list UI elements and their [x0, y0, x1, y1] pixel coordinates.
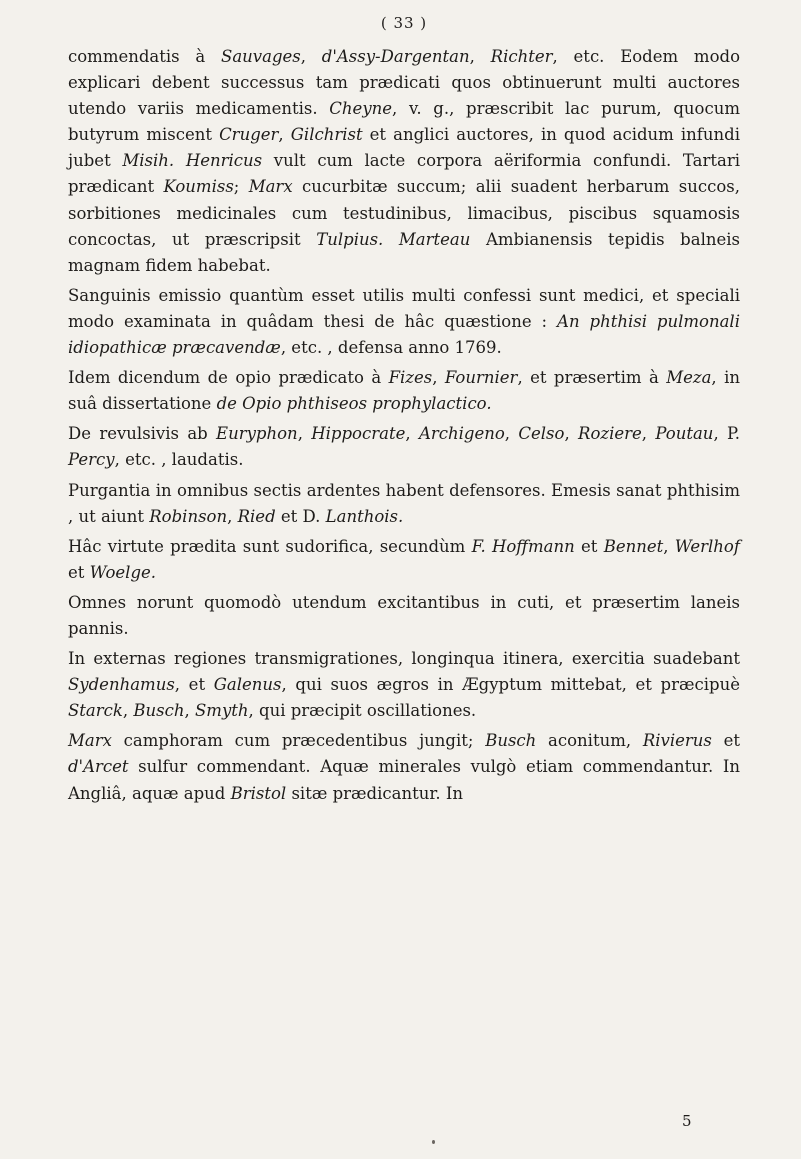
- paragraph-5: Purgantia in omnibus sectis ardentes habent defensores. Emesis sanat phthisim , ut aiunt Robinson, Ried et D. Lanthois.: [68, 480, 740, 526]
- ink-speck: [432, 1140, 435, 1144]
- document-page: [68, 14, 740, 811]
- paragraph-7: Omnes norunt quomodò utendum excitantibus in cuti, et præsertim laneis pannis.: [68, 592, 740, 638]
- body-text: [68, 44, 740, 807]
- signature-mark: 5: [682, 1112, 692, 1130]
- paragraph-8: In externas regiones transmigrationes, longinqua itinera, exercitia suadebant Sydenhamus, et Galenus, qui suos ægros in Ægyptum mittebat, et præcipuè Starck, Busch, Smyth, qui præcipit oscillationes.: [68, 649, 740, 721]
- paragraph-1: commendatis à Sauvages, d'Assy-Dargentan, Richter, etc. Eodem modo explicari debent successus tam prædicati quos obtinuerunt multi auctores utendo variis medicamentis. Cheyne, v. g., præscribit lac purum, quocum butyrum miscent Cruger, Gilchrist et anglici auctores, in quod acidum infundi jubet Misih. Henricus vult cum lacte corpora aëriformia confundi. Tartari prædicant Koumiss; Marx cucurbitæ succum; alii suadent herbarum succos, sorbitiones medicinales cum testudinibus, limacibus, piscibus squamosis concoctas, ut præscripsit Tulpius. Marteau Ambianensis tepidis balneis magnam fidem habebat.: [68, 47, 741, 275]
- paragraph-9: Marx camphoram cum præcedentibus jungit; Busch aconitum, Rivierus et d'Arcet sulfur commendant. Aquæ minerales vulgò etiam commendantur. In Angliâ, aquæ apud Bristol sitæ prædicantur. In: [68, 731, 740, 803]
- paragraph-6: Hâc virtute prædita sunt sudorifica, secundùm F. Hoffmann et Bennet, Werlhof et Woelge.: [68, 536, 740, 582]
- page-number: ( 33 ): [380, 14, 428, 32]
- paragraph-3: Idem dicendum de opio prædicato à Fizes, Fournier, et præsertim à Meza, in suâ dissertatione de Opio phthiseos prophylactico.: [68, 368, 740, 414]
- paragraph-2: Sanguinis emissio quantùm esset utilis multi confessi sunt medici, et speciali modo examinata in quâdam thesi de hâc quæstione : An phthisi pulmonali idiopathicæ præcavendæ, etc. , defensa anno 1769.: [68, 285, 740, 358]
- paragraph-4: De revulsivis ab Euryphon, Hippocrate, Archigeno, Celso, Roziere, Poutau, P. Percy, etc. , laudatis.: [68, 424, 741, 470]
